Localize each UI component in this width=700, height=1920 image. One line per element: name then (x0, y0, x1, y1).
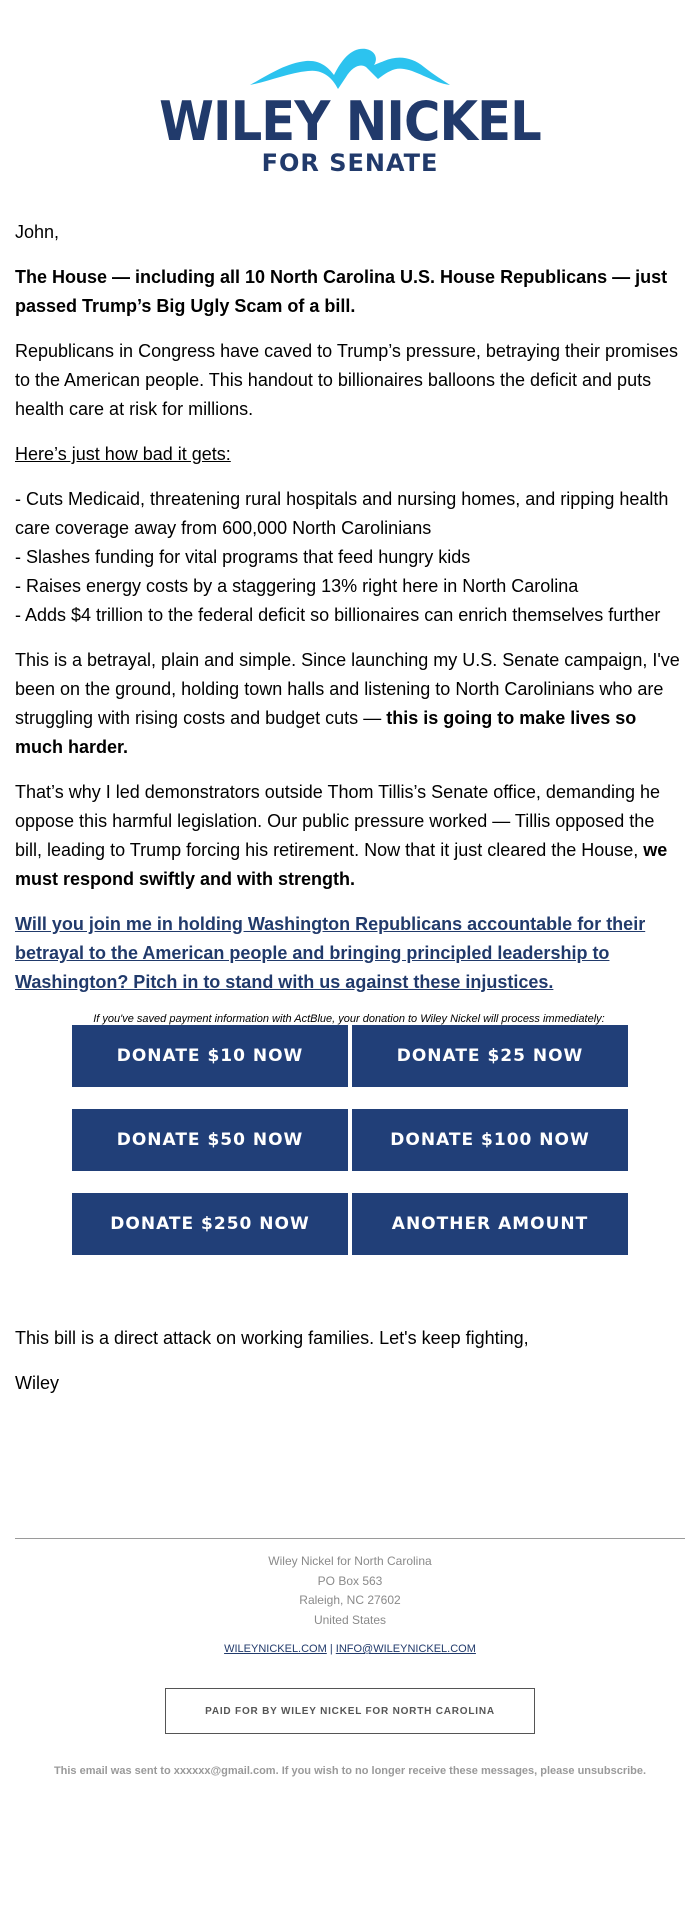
another-amount-button[interactable]: ANOTHER AMOUNT (352, 1193, 628, 1255)
paragraph-3-emphasis: we must respond swiftly and with strength. (15, 840, 668, 889)
greeting: John, (15, 222, 60, 242)
closing-section (15, 1324, 683, 1414)
impact-list (15, 485, 683, 630)
actblue-note: If you've saved payment information with ActBlue, your donation to Wiley Nickel will process immediately: (93, 1013, 605, 1025)
list-item: - Adds $4 trillion to the federal deficit so billionaires can enrich themselves further (15, 605, 661, 625)
website-link[interactable]: WILEYNICKEL.COM (224, 1643, 327, 1655)
footer-address (0, 1552, 700, 1630)
signature: Wiley (15, 1373, 59, 1393)
paragraph-2 (15, 646, 683, 762)
email-link[interactable]: INFO@WILEYNICKEL.COM (335, 1643, 476, 1655)
intro-headline: The House — including all 10 North Carolina U.S. House Republicans — just passed Trump’s Big Ugly Scam of a bill. (15, 267, 668, 316)
closing-line: This bill is a direct attack on working families. Let's keep fighting, (15, 1328, 529, 1348)
list-item: - Raises energy costs by a staggering 13% right here in North Carolina (15, 576, 579, 596)
logo-name: WILEY NICKEL (159, 90, 541, 153)
donate-100-button[interactable]: DONATE $100 NOW (352, 1109, 628, 1171)
paid-for-disclaimer (165, 1688, 535, 1734)
list-heading: Here’s just how bad it gets: (15, 444, 231, 464)
address-line: Wiley Nickel for North Carolina (268, 1554, 432, 1568)
list-item: - Slashes funding for vital programs that feed hungry kids (15, 547, 471, 567)
campaign-logo (0, 40, 700, 180)
paragraph-2-emphasis: this is going to make lives so much harder. (15, 708, 637, 757)
paragraph-3 (15, 778, 683, 894)
list-item: - Cuts Medicaid, threatening rural hospitals and nursing homes, and ripping health care coverage away from 600,000 North Carolinians (15, 489, 669, 538)
paragraph-3-text: That’s why I led demonstrators outside Thom Tillis’s Senate office, demanding he oppose this harmful legislation. Our public pressure worked — Tillis opposed the bill, leading to Trump forcing his retirement. Now that it just cleared the House, (15, 782, 661, 860)
donate-10-button[interactable]: DONATE $10 NOW (72, 1025, 348, 1087)
unsubscribe-notice[interactable]: This email was sent to xxxxxx@gmail.com. If you wish to no longer receive these messages, please unsubscribe. (53, 1765, 647, 1777)
footer-divider (15, 1538, 685, 1539)
donate-250-button[interactable]: DONATE $250 NOW (72, 1193, 348, 1255)
donate-cta-link[interactable]: Will you join me in holding Washington Republicans accountable for their betrayal to the American people and bringing principled leadership to Washington? Pitch in to stand with us against these injustices. (15, 914, 646, 992)
email-body (15, 218, 683, 1027)
address-line: Raleigh, NC 27602 (299, 1593, 401, 1607)
donate-25-button[interactable]: DONATE $25 NOW (352, 1025, 628, 1087)
paragraph-2-text: This is a betrayal, plain and simple. Since launching my U.S. Senate campaign, I've been on the ground, holding town halls and listening to North Carolinians who are struggling with rising costs and budget cuts — (15, 650, 680, 728)
donate-50-button[interactable]: DONATE $50 NOW (72, 1109, 348, 1171)
footer-links (0, 1643, 700, 1655)
logo-subtitle: FOR SENATE (261, 149, 439, 177)
address-line: United States (313, 1612, 387, 1627)
address-line: PO Box 563 (317, 1573, 383, 1588)
link-separator: | (329, 1643, 333, 1655)
paid-for-text: PAID FOR BY WILEY NICKEL FOR NORTH CAROLINA (205, 1705, 495, 1717)
paragraph-1: Republicans in Congress have caved to Trump’s pressure, betraying their promises to the American people. This handout to billionaires balloons the deficit and puts health care at risk for millions. (15, 341, 678, 419)
